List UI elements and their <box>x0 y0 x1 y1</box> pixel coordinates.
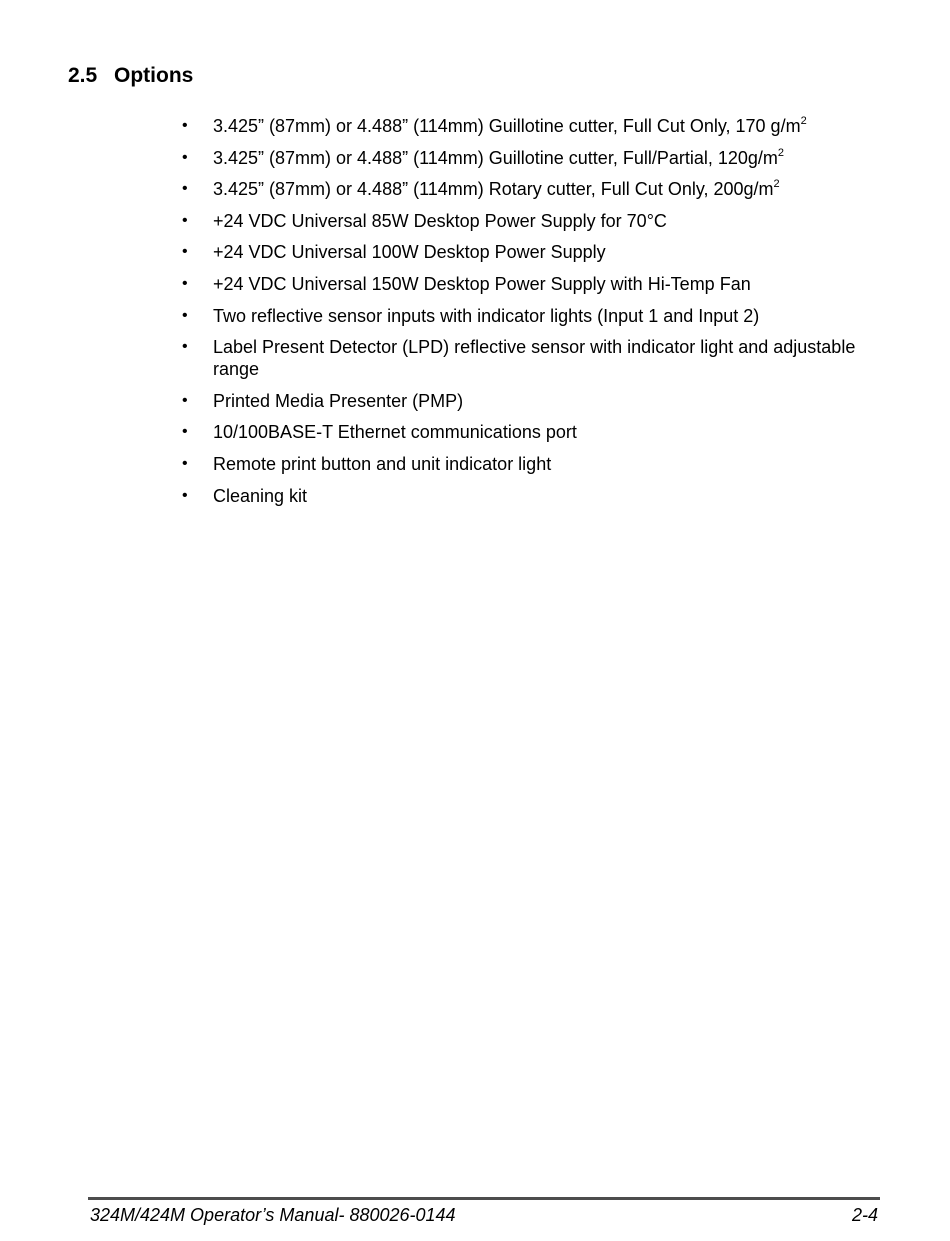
option-item <box>182 178 882 200</box>
option-text: 3.425” (87mm) or 4.488” (114mm) Guillotine cutter, Full Cut Only, 170 g/m <box>213 116 801 136</box>
bullet-icon: • <box>182 391 188 409</box>
option-text: Label Present Detector (LPD) reflective sensor with indicator light and adjustable range <box>213 337 856 380</box>
bullet-icon: • <box>182 117 188 134</box>
option-text: 3.425” (87mm) or 4.488” (114mm) Rotary cutter, Full Cut Only, 200g/m <box>213 179 774 200</box>
option-item <box>182 305 882 327</box>
option-text: +24 VDC Universal 100W Desktop Power Supply <box>213 242 606 263</box>
bullet-icon: • <box>182 306 188 324</box>
bullet-icon: • <box>182 423 188 441</box>
bullet-icon: • <box>182 243 188 261</box>
option-text: Remote print button and unit indicator light <box>213 453 552 474</box>
option-text: 3.425” (87mm) or 4.488” (114mm) Guillotine cutter, Full/Partial, 120g/m <box>213 147 778 168</box>
superscript: 2 <box>777 146 785 159</box>
option-text: +24 VDC Universal 85W Desktop Power Supply for 70°C <box>213 210 667 231</box>
footer-manual-title: 324M/424M Operator’s Manual- 880026-0144 <box>90 1205 456 1225</box>
option-text: 10/100BASE-T Ethernet communications port <box>213 422 577 443</box>
bullet-icon: • <box>182 148 188 166</box>
option-item <box>182 485 882 507</box>
bullet-icon: • <box>182 274 188 292</box>
bullet-icon: • <box>182 454 188 472</box>
section-heading <box>68 62 193 90</box>
option-item <box>182 453 882 475</box>
option-item <box>182 115 882 137</box>
option-text: Two reflective sensor inputs with indicator lights (Input 1 and Input 2) <box>213 305 760 326</box>
option-item <box>182 210 882 232</box>
option-text: +24 VDC Universal 150W Desktop Power Supply with Hi-Temp Fan <box>213 273 751 294</box>
option-text: Cleaning kit <box>213 485 308 506</box>
option-item <box>182 273 882 295</box>
options-list <box>182 115 882 516</box>
bullet-icon: • <box>182 486 188 504</box>
option-item <box>182 241 882 263</box>
section-title: Options <box>114 64 194 87</box>
footer-page-number: 2-4 <box>851 1205 878 1225</box>
option-text: Printed Media Presenter (PMP) <box>213 390 464 411</box>
option-item <box>182 147 882 169</box>
bullet-icon: • <box>182 211 188 229</box>
superscript: 2 <box>773 178 780 191</box>
section-number: 2.5 <box>68 64 98 87</box>
bullet-icon: • <box>182 338 188 356</box>
option-item <box>182 336 882 380</box>
option-item <box>182 421 882 443</box>
option-item <box>182 390 882 412</box>
bullet-icon: • <box>182 180 188 198</box>
superscript: 2 <box>800 115 807 127</box>
footer-divider <box>88 1197 880 1200</box>
